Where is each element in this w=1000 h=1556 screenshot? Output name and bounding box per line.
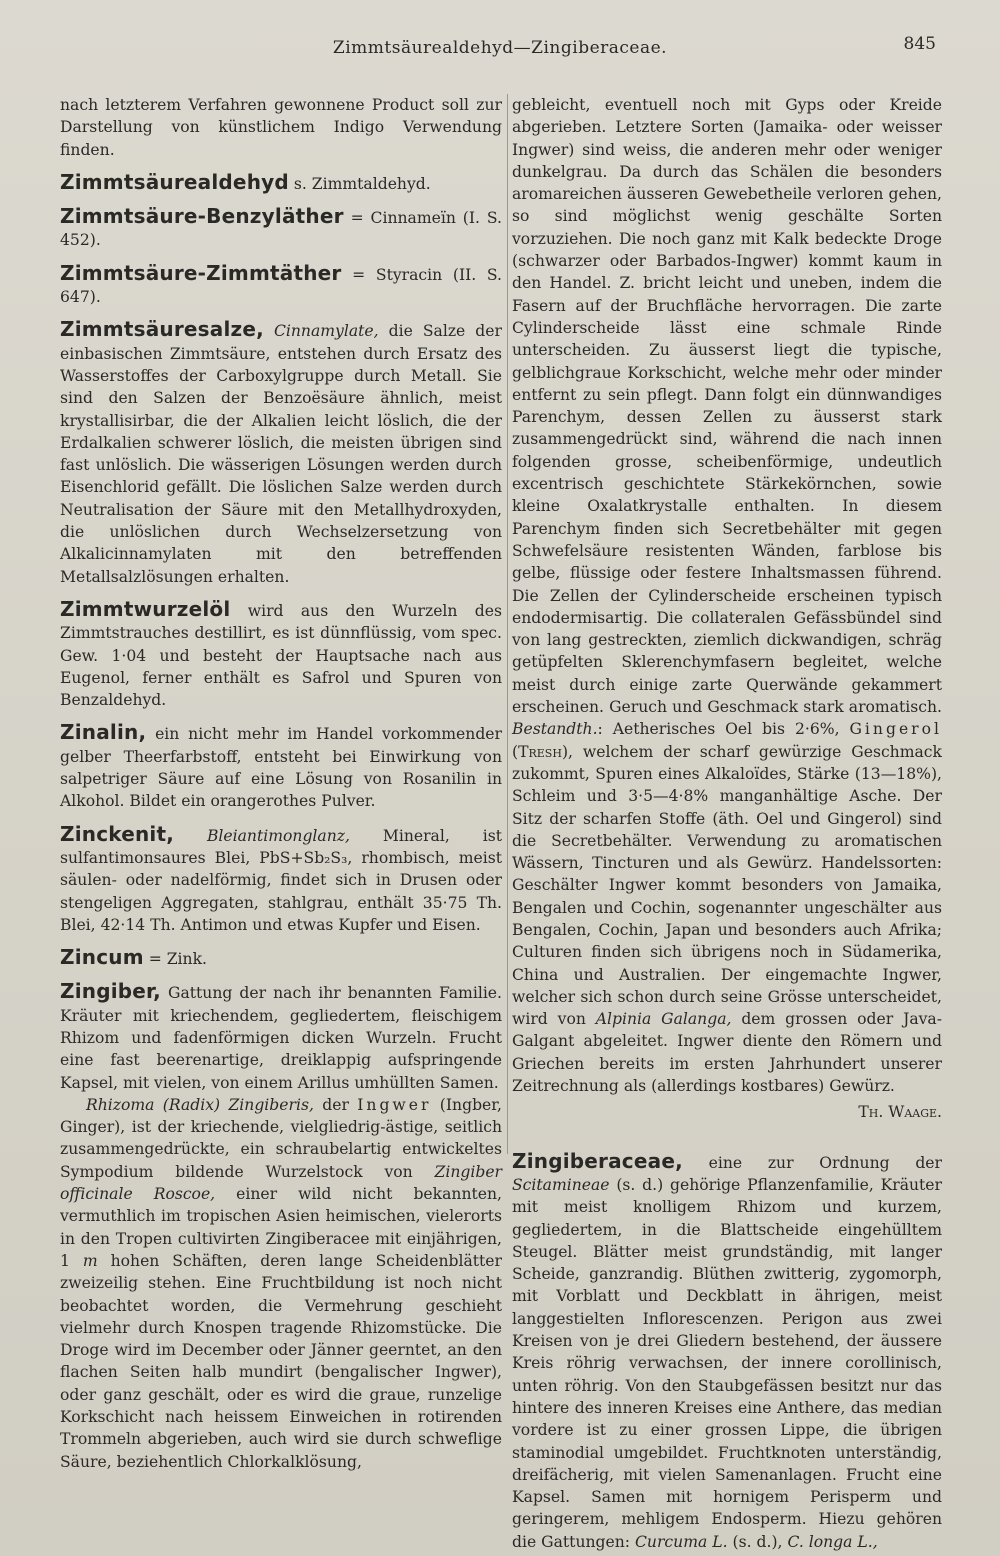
text-run: hohen Schäften, deren lange Scheidenblätter zweizeilig stehen. Eine Fruchtbildung ist noch nicht beobachtet worden, die Vermehrung geschieht vielmehr durch Knospen tragende Rhizomstücke. Die Droge wird im December oder Jänner geerntet, an den flachen Seiten halb mundirt (bengalischer Ingwer), oder ganz geschält, oder es wird die graue, runzelige Korkschicht nach heissem Einweichen in rotirenden Trommeln abgerieben, auch wird sie durch schweflige Säure, beziehentlich Chlorkalklösung, <box>60 1251 502 1471</box>
italic-term: Bestandth. <box>512 720 598 739</box>
entry-text: die Salze der einbasischen Zimmtsäure, entstehen durch Ersatz des Wasserstoffes der Carboxylgruppe durch Metall. Sie sind den Salzen der Benzoësäure ähnlich, meist krystallisirbar, die der Alkalien leicht löslich, die der Erdalkalien schwerer löslich, die meisten übrigen sind fast unlöslich. Die wässerigen Lösungen werden durch Eisenchlorid gefällt. Die löslichen Salze werden durch Neutralisation der Säure mit den Metallhydroxyden, die unlöslichen durch Wechselzersetzung von Alkalicinnamylaten mit den betreffenden Metallsalzlösungen erhalten. <box>60 322 502 586</box>
text-run: (Ingber, Ginger), ist der kriechende, vielgliedrig-ästige, seitlich zusammengedrückte, ein schraubelartig entwickeltes Sympodium bildende Wurzelstock von <box>60 1095 502 1181</box>
entry-zimmtsaeuresalze <box>60 318 502 588</box>
headword: Zimmtsäurealdehyd <box>60 169 289 194</box>
entry-zinckenit <box>60 823 502 936</box>
entry-zimmtwurzeloel <box>60 598 502 711</box>
headword: Zimmtsäuresalze, <box>60 317 264 342</box>
entry-text: = Zink. <box>143 950 207 969</box>
text-run: ( <box>512 742 519 761</box>
running-title: Zimmtsäurealdehyd—Zingiberaceae. <box>332 38 668 58</box>
text-run: dem grossen oder Java-Galgant abgeleitet. Ingwer diente den Römern und Griechen bereits im ersten Jahrhundert unserer Zeitrechnung als (allerdings kostbares) Gewürz. <box>512 1010 942 1096</box>
headword: Zingiber, <box>60 979 161 1004</box>
column-divider <box>507 94 508 1154</box>
text-run: der <box>313 1095 358 1114</box>
italic-synonym: Cinnamylate, <box>273 322 379 341</box>
headword: Zingiberaceae, <box>512 1148 683 1173</box>
entry-zincum <box>60 946 502 970</box>
headword: Zinckenit, <box>60 821 175 846</box>
continuation-text: nach letzterem Verfahren gewonnene Product soll zur Darstellung von künstlichem Indigo Verwendung finden. <box>60 96 502 159</box>
text-run: gebleicht, eventuell noch mit Gyps oder Kreide abgerieben. Letztere Sorten (Jamaika- oder weisser Ingwer) sind weiss, die anderen mehr oder weniger dunkelgrau. Da durch das Schälen die besonders aromareichen äusseren Gewebetheile verloren gehen, so sind möglichst wenig geschälte Sorten vorzuziehen. Die noch ganz mit Kalk bedeckte Droge (schwarzer oder Barbados-Ingwer) kommt kaum in den Handel. Z. bricht leicht und uneben, indem die Fasern auf der Bruchfläche hervorragen. Die zarte Cylinderscheide lässt eine schmale Rinde unterscheiden. Zu äusserst liegt die typische, gelblichgraue Korkschicht, welche mehr oder minder entfernt zu sein pflegt. Dann folgt ein dünnwandiges Parenchym, dessen Zellen zu äusserst stark zusammengedrückt sind, während die nach innen folgenden grosse, scheibenförmige, undeutlich excentrisch geschichtete Stärkekörnchen, sowie kleine Oxalatkrystalle enthalten. In diesem Parenchym finden sich Secretbehälter mit gegen Schwefelsäure resistenten Wänden, farblose bis gelbe, flüssige oder festere Inhaltsmassen führend. Die Zellen der Cylinderscheide erscheinen typisch endodermisartig. Die collateralen Gefässbündel sind von lang gestreckten, ziemlich dickwandigen, schräg getüpfelten Sklerenchymfasern begleitet, welche meist durch einige zarte Querwände gekammert erscheinen. Geruch und Geschmack stark aromatisch. <box>512 96 942 717</box>
right-column <box>512 94 942 1553</box>
author-name: Tresh <box>518 742 562 761</box>
entry-text: wird aus den Wurzeln des Zimmtstrauches destillirt, es ist dünnflüssig, vom spec. Gew. 1·04 und besteht der Hauptsache nach aus Eugenol, ferner enthält es Safrol und Spuren von Benzaldehyd. <box>60 601 502 710</box>
text-run: ), welchem der scharf gewürzige Geschmack zukommt, Spuren eines Alkaloïdes, Stärke (13—18%), Schleim und 3·5—4·8% manganhältige Asche. Der Sitz der scharfen Stoffe (äth. Oel und Gingerol) sind die Secretbehälter. Verwendung zu aromatischen Wässern, Tincturen und als Gewürz. Handelssorten: Geschälter Ingwer kommt besonders von Jamaika, Bengalen und Cochin, sogenannter ungeschälter aus Bengalen, Cochin, Japan und besonders auch Afrika; Culturen finden sich übrigens noch in Südamerika, China und Australien. Der eingemachte Ingwer, welcher sich schon durch seine Grösse unterscheidet, wird von <box>512 742 942 1029</box>
spaced-term: Ingwer <box>357 1095 432 1114</box>
italic-synonym: Bleiantimonglanz, <box>206 826 350 845</box>
italic-term: Scitamineae <box>512 1175 610 1194</box>
italic-term: Curcuma L. <box>635 1532 728 1551</box>
author-signature: Th. Waage. <box>858 1103 942 1122</box>
entry-zimmtsaeure-zimmtaether <box>60 262 502 309</box>
entry-zingiber <box>60 980 502 1093</box>
entry-zimmtsaeurealdehyd <box>60 171 502 195</box>
text-run: einer wild nicht bekannten, vermuthlich im tropischen Asien heimischen, vielerorts in den Tropen cultivirten Zingiberacee mit einjährigen, 1 <box>60 1185 502 1270</box>
italic-term: Rhizoma (Radix) Zingiberis, <box>86 1095 314 1114</box>
italic-unit: m <box>82 1251 98 1270</box>
headword: Zimmtsäure-Zimmtäther <box>60 260 342 285</box>
paragraph-rhizoma <box>60 1094 502 1473</box>
headword: Zinalin, <box>60 720 147 745</box>
entry-text: Mineral, ist sulfantimonsaures Blei, PbS+Sb₂S₃, rhombisch, meist säulen- oder nadelförmig, findet sich in Drusen oder stengeligen Aggregaten, stahlgrau, enthält 35·75 Th. Blei, 42·14 Th. Antimon und etwas Kupfer und Eisen. <box>60 826 502 934</box>
entry-text: = Cinnameïn (I. S. 452). <box>60 209 502 250</box>
italic-term: C. longa L., <box>787 1532 878 1551</box>
text-run: (s. d.) gehörige Pflanzenfamilie, Kräuter mit meist knolligem Rhizom und kurzem, gegliedertem, in die Blattscheide eingehülltem Steugel. Blätter meist grundständig, mit langer Scheide, ganzrandig. Blüthen zwitterig, zygomorph, mit Vorblatt und Deckblatt in ährigen, meist langgestielten Inflorescenzen. Perigon aus zwei Kreisen von je drei Gliedern bestehend, der äussere Kreis röhrig verwachsen, der innere corollinisch, unten röhrig. Von den Staubgefässen besitzt nur das hintere des inneren Kreises eine Anthere, das median vordere ist zu einer grossen Lippe, die übrigen staminodial umgebildet. Fruchtknoten unterständig, dreifächerig, mit vielen Samenanlagen. Frucht eine Kapsel. Samen mit hornigem Perisperm und geringerem, mehligem Endosperm. Hiezu gehören die Gattungen: <box>512 1175 942 1551</box>
spaced-term: Gingerol <box>849 720 942 739</box>
italic-term: Zingiber officinale Roscoe, <box>60 1162 502 1204</box>
page-number: 845 <box>903 34 936 54</box>
entry-text: s. Zimmtaldehyd. <box>288 174 431 193</box>
text-run: : Aetherisches Oel bis 2·6%, <box>597 720 850 739</box>
text-run: eine zur Ordnung der <box>682 1153 942 1172</box>
headword: Zimmtwurzelöl <box>60 596 231 621</box>
headword: Zimmtsäure-Benzyläther <box>60 204 344 229</box>
entry-text: ein nicht mehr im Handel vorkommender gelber Theerfarbstoff, entsteht bei Einwirkung von salpetriger Säure auf eine Lösung von Rosanilin in Alkohol. Bildet ein orangerothes Pulver. <box>60 725 502 811</box>
entry-zingiberaceae <box>512 1150 942 1553</box>
left-column <box>60 94 502 1473</box>
entry-zimmtsaeure-benzylaether <box>60 205 502 252</box>
paragraph-continuation <box>512 94 942 1097</box>
entry-zinalin <box>60 721 502 812</box>
headword: Zincum <box>60 945 144 970</box>
page-header <box>0 34 1000 62</box>
entry-text: Gattung der nach ihr benannten Familie. Kräuter mit kriechendem, gegliedertem, fleischigem Rhizom und fadenförmigen dicken Wurzeln. Frucht eine fast beerenartige, dreiklappig aufspringende Kapsel, mit vielen, von einem Arillus umhüllten Samen. <box>60 984 502 1092</box>
entry-text: = Styracin (II. S. 647). <box>60 265 502 307</box>
italic-term: Alpinia Galanga, <box>595 1010 732 1029</box>
text-run: (s. d.), <box>727 1532 788 1551</box>
